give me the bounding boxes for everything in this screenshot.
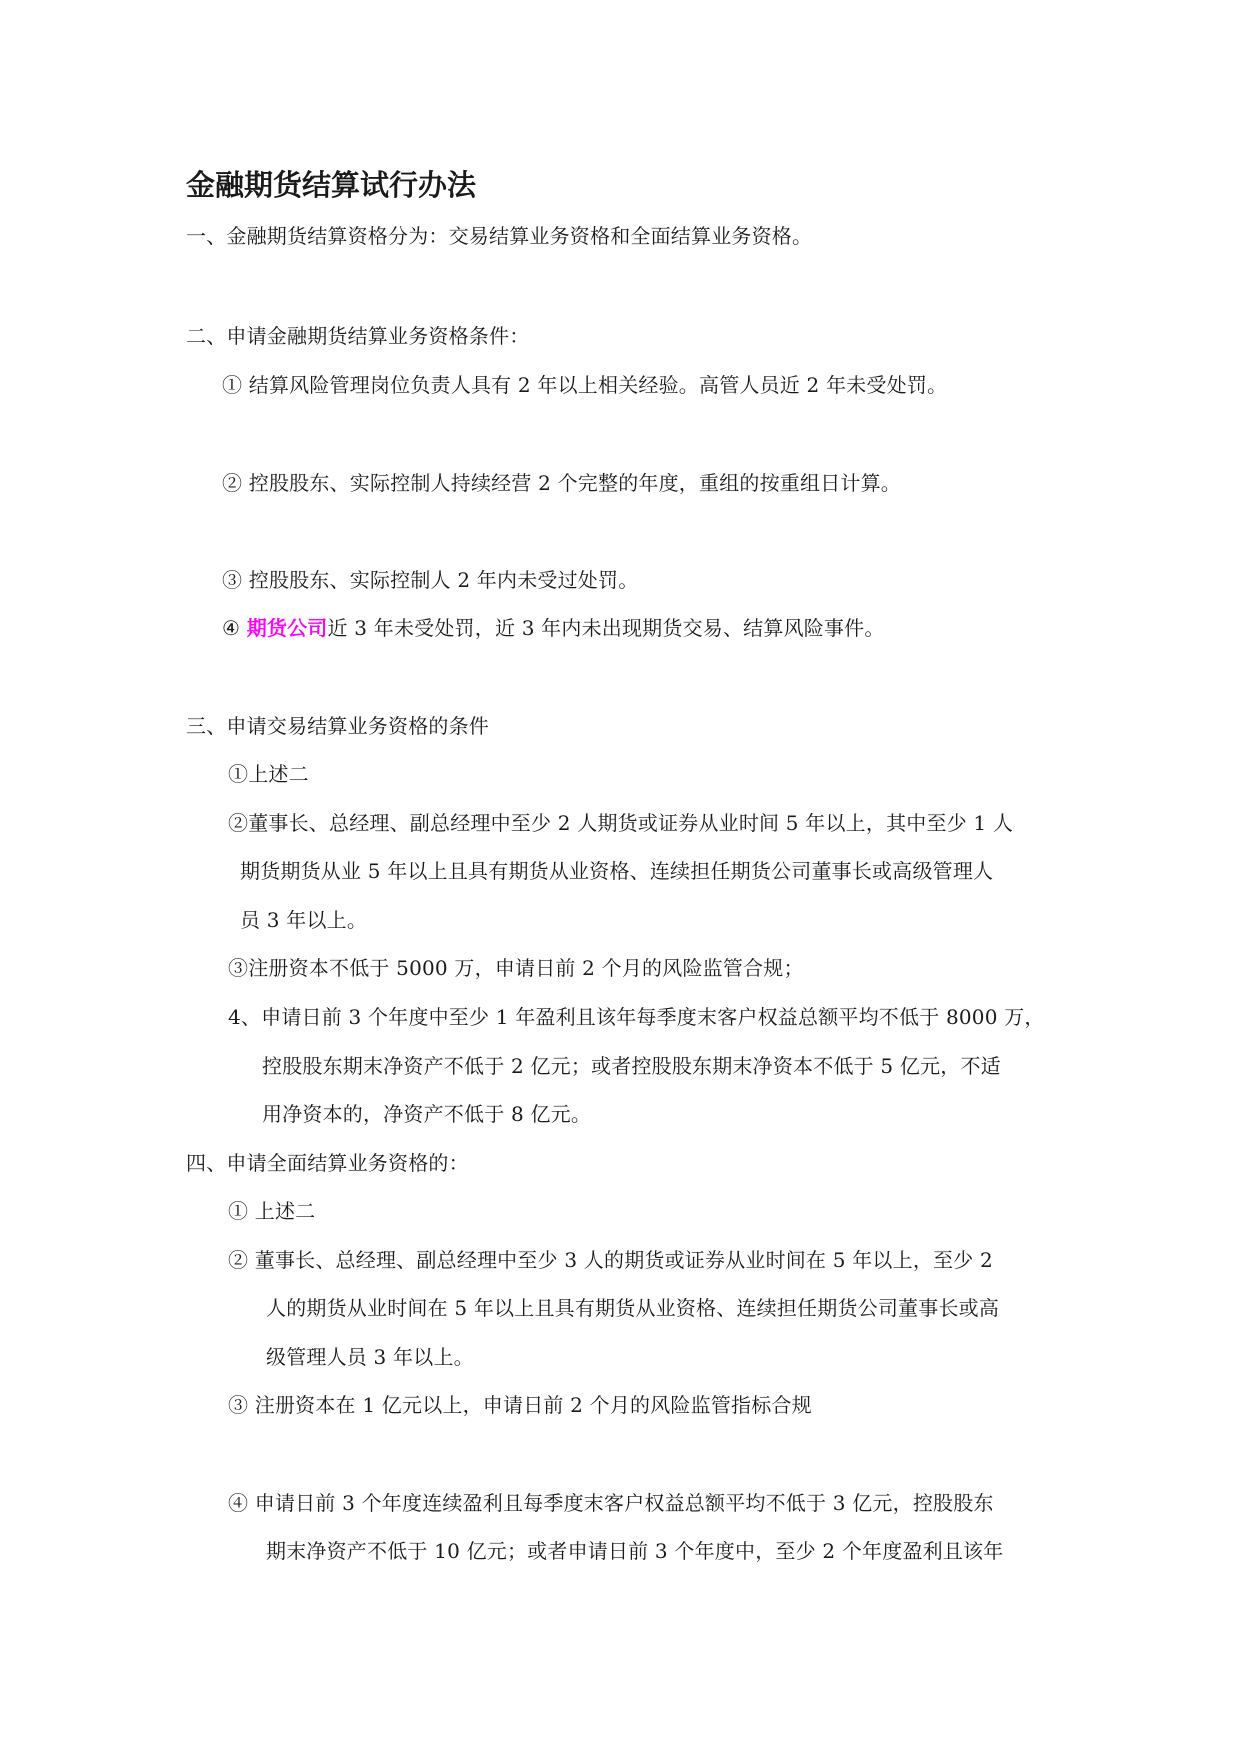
section-2-item-4-text: 近 3 年未受处罚，近 3 年内未出现期货交易、结算风险事件。 [327, 616, 885, 640]
section-3-item-2-line-3: 员 3 年以上。 [240, 908, 368, 932]
section-1-text: 一、金融期货结算资格分为：交易结算业务资格和全面结算业务资格。 [186, 224, 813, 248]
section-2-heading: 二、申请金融期货结算业务资格条件： [186, 324, 530, 348]
section-3-item-2-line-2: 期货期货从业 5 年以上且具有期货从业资格、连续担任期货公司董事长或高级管理人 [240, 859, 994, 883]
section-4-heading: 四、申请全面结算业务资格的： [186, 1151, 469, 1175]
futures-company-highlight: 期货公司 [246, 616, 328, 640]
section-2-item-4 [222, 614, 885, 642]
page-title: 金融期货结算试行办法 [186, 168, 477, 202]
section-2-item-3: ③ 控股股东、实际控制人 2 年内未受过处罚。 [222, 568, 639, 592]
section-4-item-2-line-2: 人的期货从业时间在 5 年以上且具有期货从业资格、连续担任期货公司董事长或高 [266, 1296, 1000, 1320]
section-4-item-2-line-3: 级管理人员 3 年以上。 [266, 1345, 474, 1369]
section-2-item-1: ① 结算风险管理岗位负责人具有 2 年以上相关经验。高管人员近 2 年未受处罚。 [222, 373, 948, 397]
section-3-item-4-line-3: 用净资本的，净资产不低于 8 亿元。 [262, 1102, 592, 1126]
section-4-item-4-line-1: ④ 申请日前 3 个年度连续盈利且每季度末客户权益总额平均不低于 3 亿元，控股股东 [228, 1491, 994, 1515]
section-2-item-4-marker: ④ [222, 616, 247, 640]
section-4-item-3: ③ 注册资本在 1 亿元以上，申请日前 2 个月的风险监管指标合规 [228, 1393, 812, 1417]
section-3-item-4-line-1: 4、申请日前 3 个年度中至少 1 年盈利且该年每季度末客户权益总额平均不低于 8000 万， [228, 1005, 1045, 1029]
section-4-item-2-line-1: ② 董事长、总经理、副总经理中至少 3 人的期货或证券从业时间在 5 年以上，至少 2 [228, 1248, 993, 1272]
section-4-item-4-line-2: 期末净资产不低于 10 亿元；或者申请日前 3 个年度中，至少 2 个年度盈利且该年 [266, 1539, 1004, 1563]
section-3-item-2-line-1: ②董事长、总经理、副总经理中至少 2 人期货或证券从业时间 5 年以上，其中至少 1 人 [228, 811, 1014, 835]
section-3-item-1: ①上述二 [228, 762, 309, 786]
section-3-item-4-line-2: 控股股东期末净资产不低于 2 亿元；或者控股股东期末净资本不低于 5 亿元，不适 [262, 1054, 1001, 1078]
section-2-item-2: ② 控股股东、实际控制人持续经营 2 个完整的年度，重组的按重组日计算。 [222, 471, 901, 495]
section-3-item-3: ③注册资本不低于 5000 万，申请日前 2 个月的风险监管合规； [228, 956, 804, 980]
section-3-heading: 三、申请交易结算业务资格的条件 [186, 714, 489, 738]
section-4-item-1: ① 上述二 [228, 1199, 316, 1223]
